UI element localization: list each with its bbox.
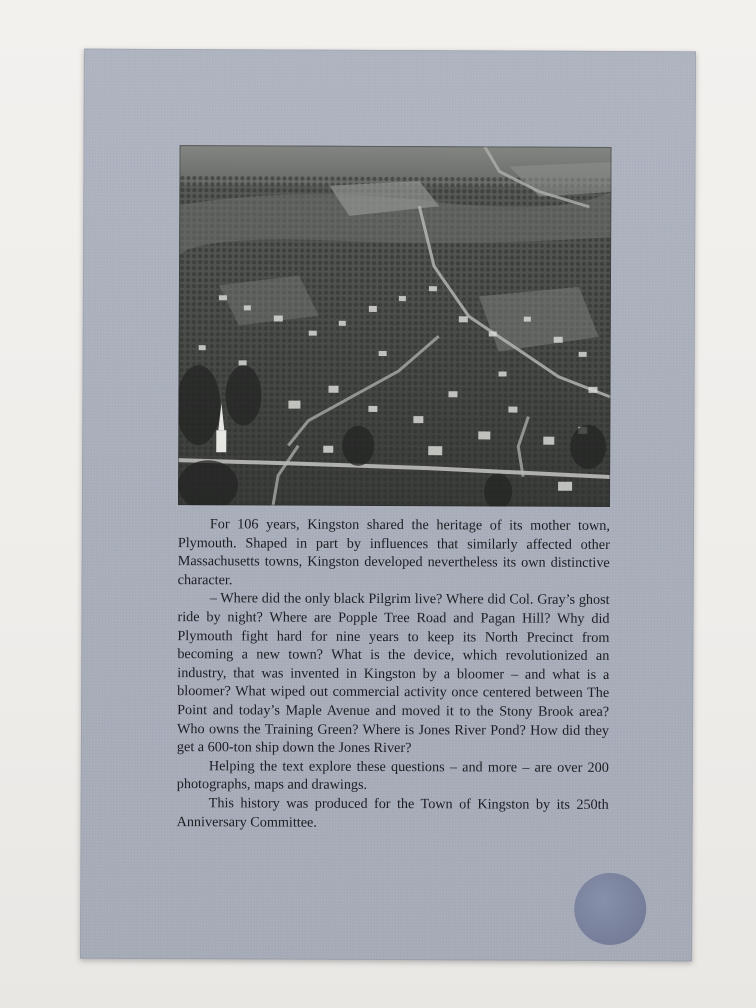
blurb-paragraph-4: This history was produced for the Town of Kingston by its 250th Anniversary Committee.	[176, 795, 609, 831]
blurb-paragraph-2: – Where did the only black Pilgrim live? Where did Col. Gray’s ghost ride by night? Where are Popple Tree Road and Pagan Hill? Why did Plymouth fight hard for nine years to keep its North Precinct from becoming a new town? What is the device, which revolutionized an industry, that was invented in Kingston by a bloomer – and what is a bloomer? What wiped out commercial activity once centered between The Point and today’s Maple Avenue and moved it to the Stony Brook area? Who owns the Training Green? Where is Jones River Pond? How did they get a 600-ton ship down the Jones River?	[176, 590, 610, 757]
book-back-cover	[80, 49, 696, 962]
blurb-paragraph-3: Helping the text explore these questions – and more – are over 200 photographs, maps and drawings.	[176, 757, 609, 794]
back-cover-blurb	[177, 515, 610, 833]
blurb-paragraph-1: For 106 years, Kingston shared the heritage of its mother town, Plymouth. Shaped in part by influences that similarly affected other Massachusetts towns, Kingston developed nevertheless its own distinctive character.	[177, 516, 610, 589]
aerial-town-photo	[178, 145, 612, 507]
round-sticker	[574, 873, 646, 945]
